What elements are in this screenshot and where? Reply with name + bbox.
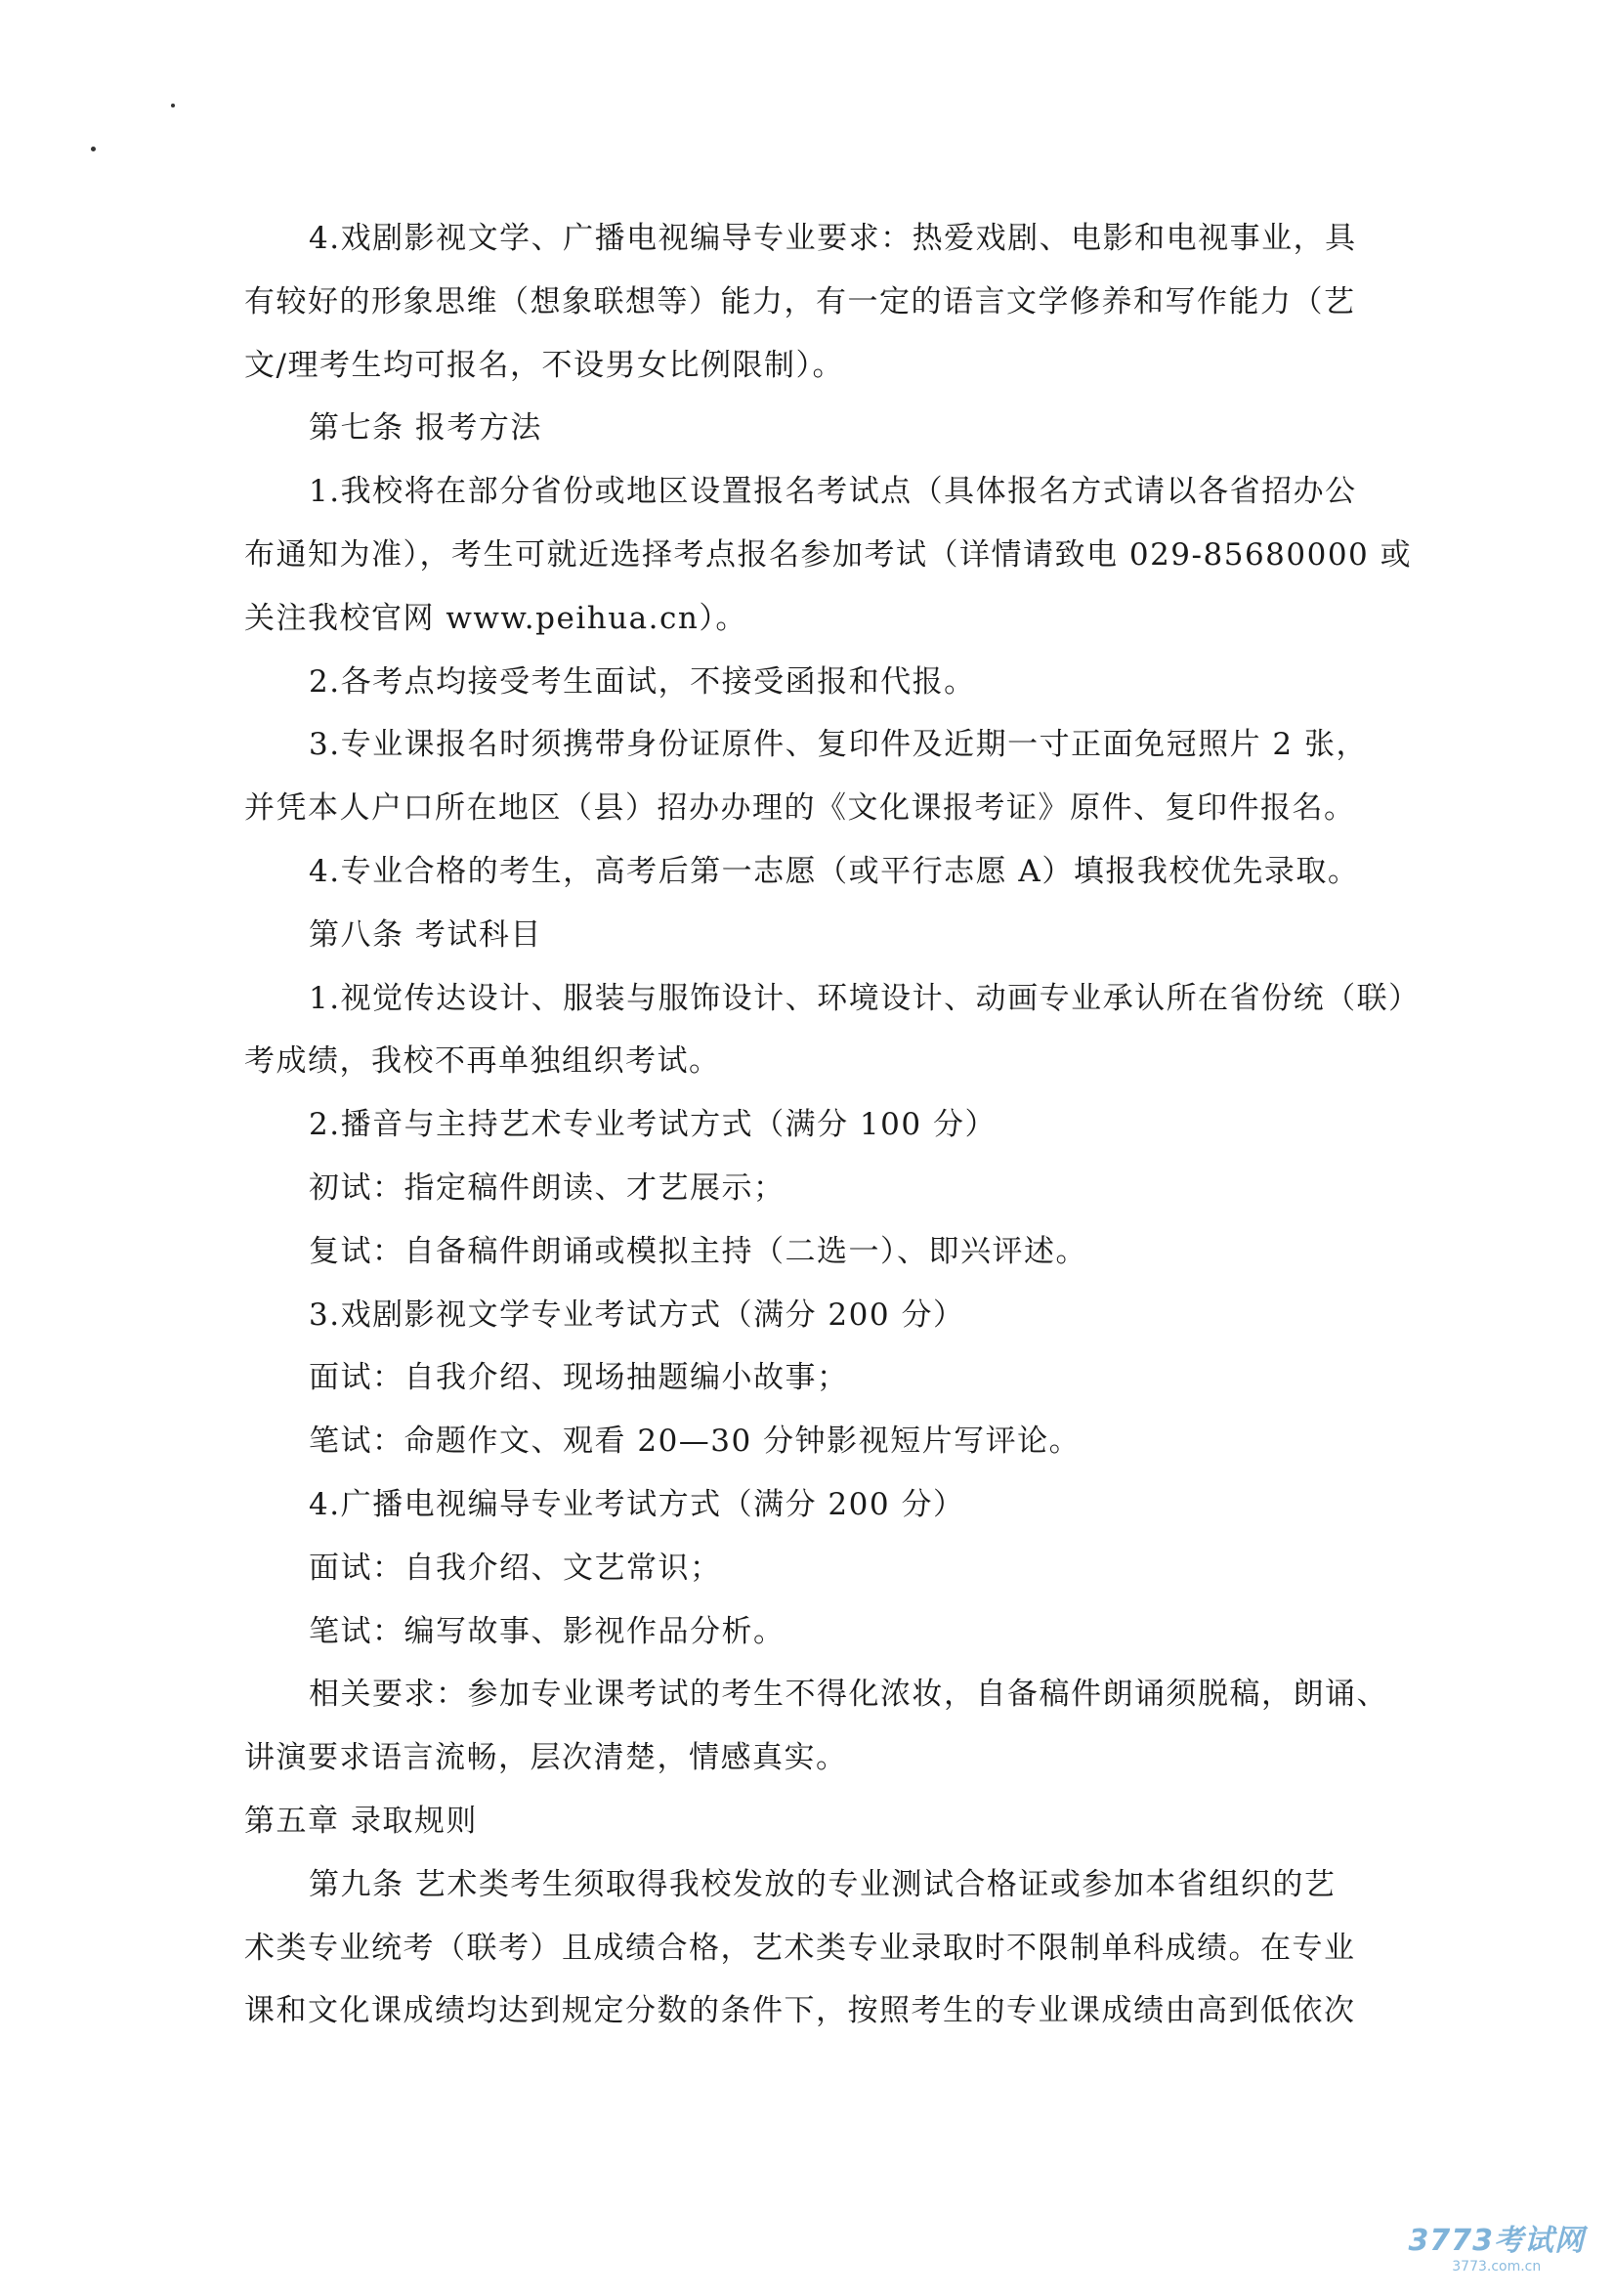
text-line-p7: 2.播音与主持艺术专业考试方式（满分 100 分） <box>309 1107 997 1143</box>
text-line-p10: 3.戏剧影视文学专业考试方式（满分 200 分） <box>309 1297 965 1333</box>
text-line-p2a: 1.我校将在部分省份或地区设置报名考试点（具体报名方式请以各省招办公 <box>309 474 1357 510</box>
text-line-p5: 4.专业合格的考生，高考后第一志愿（或平行志愿 A）填报我校优先录取。 <box>309 853 1360 889</box>
text-line-p6a: 1.视觉传达设计、服装与服饰设计、环境设计、动画专业承认所在省份统（联） <box>309 980 1421 1016</box>
site-watermark <box>1409 2216 1586 2275</box>
text-line-p12: 笔试：命题作文、观看 20—30 分钟影视短片写评论。 <box>309 1424 1082 1460</box>
text-line-p2c: 关注我校官网 www.peihua.cn）。 <box>244 600 747 636</box>
text-line-p14: 面试：自我介绍、文艺常识； <box>309 1550 722 1586</box>
text-line-p17a: 第九条 艺术类考生须取得我校发放的专业测试合格证或参加本省组织的艺 <box>309 1866 1337 1902</box>
watermark-url: 3773.com.cn <box>1452 2259 1542 2275</box>
document-body <box>244 207 1421 2043</box>
text-line-p1c: 文/理考生均可报名，不设男女比例限制）。 <box>244 347 844 383</box>
text-line-p17b: 术类专业统考（联考）且成绩合格，艺术类专业录取时不限制单科成绩。在专业 <box>244 1930 1356 1966</box>
text-line-p2b: 布通知为准），考生可就近选择考点报名参加考试（详情请致电 029-85680000 或 <box>244 536 1413 573</box>
text-line-ch5: 第五章 录取规则 <box>244 1803 478 1839</box>
text-line-p4a: 3.专业课报名时须携带身份证原件、复印件及近期一寸正面免冠照片 2 张， <box>309 727 1369 763</box>
text-line-p3: 2.各考点均接受考生面试，不接受函报和代报。 <box>309 663 976 700</box>
text-line-p1a: 4.戏剧影视文学、广播电视编导专业要求：热爱戏剧、电影和电视事业，具 <box>309 221 1357 256</box>
text-line-art8: 第八条 考试科目 <box>309 916 542 953</box>
text-line-p16b: 讲演要求语言流畅，层次清楚，情感真实。 <box>244 1740 848 1776</box>
text-line-p11: 面试：自我介绍、现场抽题编小故事； <box>309 1360 849 1396</box>
scan-speck <box>91 147 96 151</box>
text-line-p6b: 考成绩，我校不再单独组织考试。 <box>244 1043 721 1080</box>
text-line-p1b: 有较好的形象思维（想象联想等）能力，有一定的语言文学修养和写作能力（艺 <box>244 283 1356 319</box>
text-line-p9: 复试：自备稿件朗诵或模拟主持（二选一）、即兴评述。 <box>309 1233 1087 1269</box>
watermark-logo-text: 3773考试网 <box>1408 2224 1585 2258</box>
text-line-p4b: 并凭本人户口所在地区（县）招办办理的《文化课报考证》原件、复印件报名。 <box>244 790 1356 827</box>
text-line-p8: 初试：指定稿件朗读、才艺展示； <box>309 1169 786 1206</box>
text-line-p15: 笔试：编写故事、影视作品分析。 <box>309 1613 786 1649</box>
scan-speck <box>171 104 175 107</box>
text-line-p16a: 相关要求：参加专业课考试的考生不得化浓妆，自备稿件朗诵须脱稿，朗诵、 <box>309 1677 1388 1713</box>
text-line-p13: 4.广播电视编导专业考试方式（满分 200 分） <box>309 1486 965 1522</box>
text-line-p17c: 课和文化课成绩均达到规定分数的条件下，按照考生的专业课成绩由高到低依次 <box>244 1993 1356 2029</box>
text-line-art7: 第七条 报考方法 <box>309 410 542 446</box>
